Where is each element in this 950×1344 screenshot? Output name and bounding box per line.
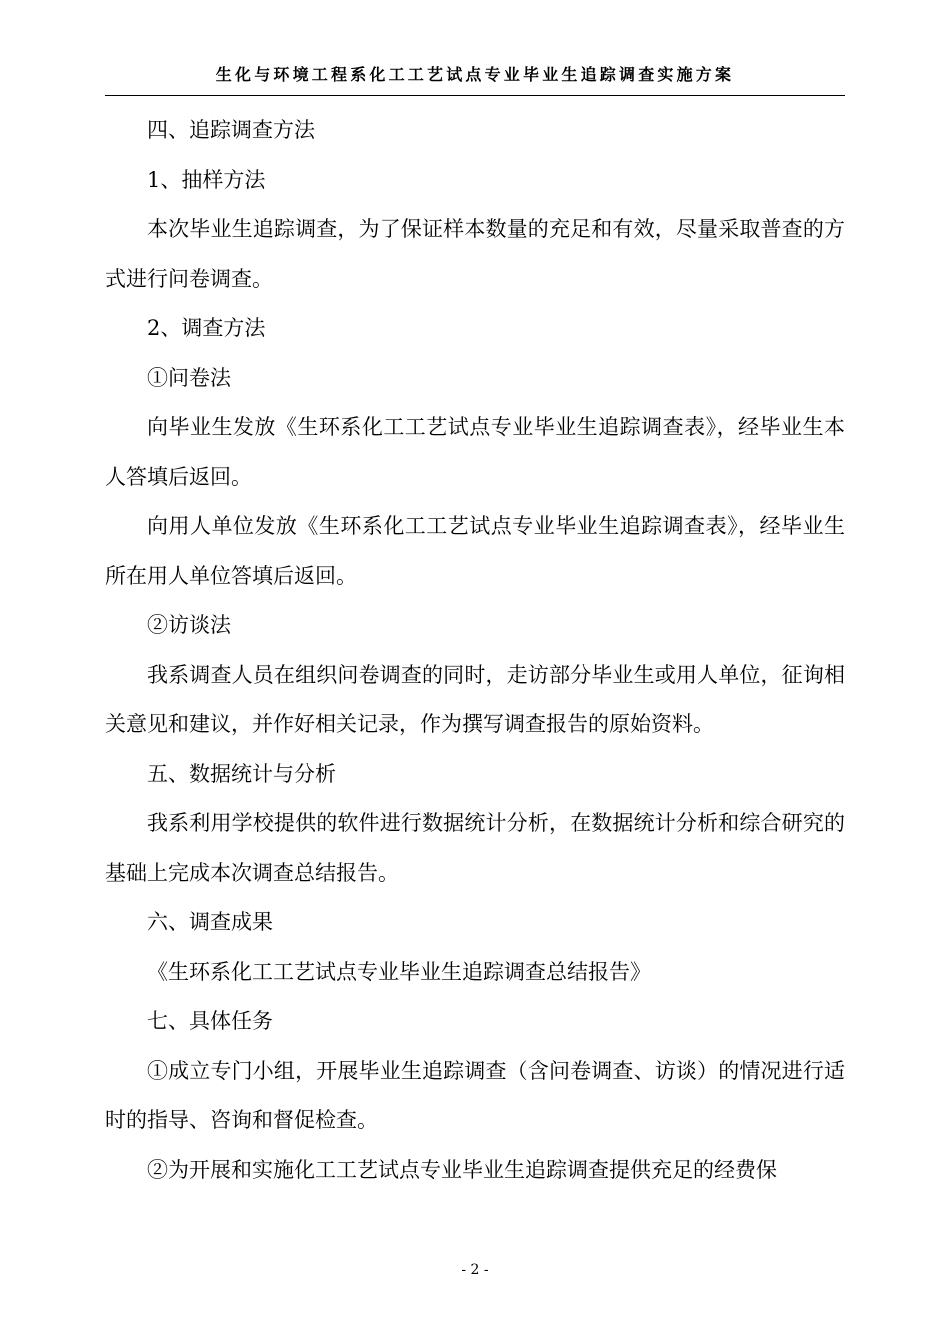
section-heading-6: 六、调查成果 <box>147 910 273 934</box>
section-heading-4: 四、追踪调查方法 <box>147 118 315 142</box>
document-body <box>105 106 845 1195</box>
subheading-sampling-method: 1、抽样方法 <box>147 167 266 192</box>
paragraph-sampling: 本次毕业生追踪调查，为了保证样本数量的充足和有效，尽量采取普查的方式进行问卷调查。 <box>105 217 845 291</box>
page-number: - 2 - <box>461 1262 489 1278</box>
paragraph-interview: 我系调查人员在组织问卷调查的同时，走访部分毕业生或用人单位，征询相关意见和建议，并作好相关记录，作为撰写调查报告的原始资料。 <box>105 662 845 736</box>
item-questionnaire: ①问卷法 <box>147 365 231 390</box>
header-rule <box>105 95 845 96</box>
paragraph-employer-questionnaire: 向用人单位发放《生环系化工工艺试点专业毕业生追踪调查表》，经毕业生所在用人单位答填后返回。 <box>105 514 845 588</box>
section-heading-5: 五、数据统计与分析 <box>147 761 336 786</box>
subheading-survey-method: 2、调查方法 <box>147 316 266 340</box>
paragraph-statistics: 我系利用学校提供的软件进行数据统计分析，在数据统计分析和综合研究的基础上完成本次调查总结报告。 <box>105 811 845 885</box>
paragraph-graduate-questionnaire: 向毕业生发放《生环系化工工艺试点专业毕业生追踪调查表》，经毕业生本人答填后返回。 <box>105 415 845 489</box>
item-interview: ②访谈法 <box>147 613 231 637</box>
paragraph-task-1: ①成立专门小组，开展毕业生追踪调查（含问卷调查、访谈）的情况进行适时的指导、咨询和督促检查。 <box>105 1058 845 1132</box>
paragraph-task-2: ②为开展和实施化工工艺试点专业毕业生追踪调查提供充足的经费保 <box>147 1157 777 1182</box>
paragraph-results: 《生环系化工工艺试点专业毕业生追踪调查总结报告》 <box>147 959 651 984</box>
page-header-title: 生化与环境工程系化工工艺试点专业毕业生追踪调查实施方案 <box>215 65 735 84</box>
section-heading-7: 七、具体任务 <box>147 1009 273 1033</box>
